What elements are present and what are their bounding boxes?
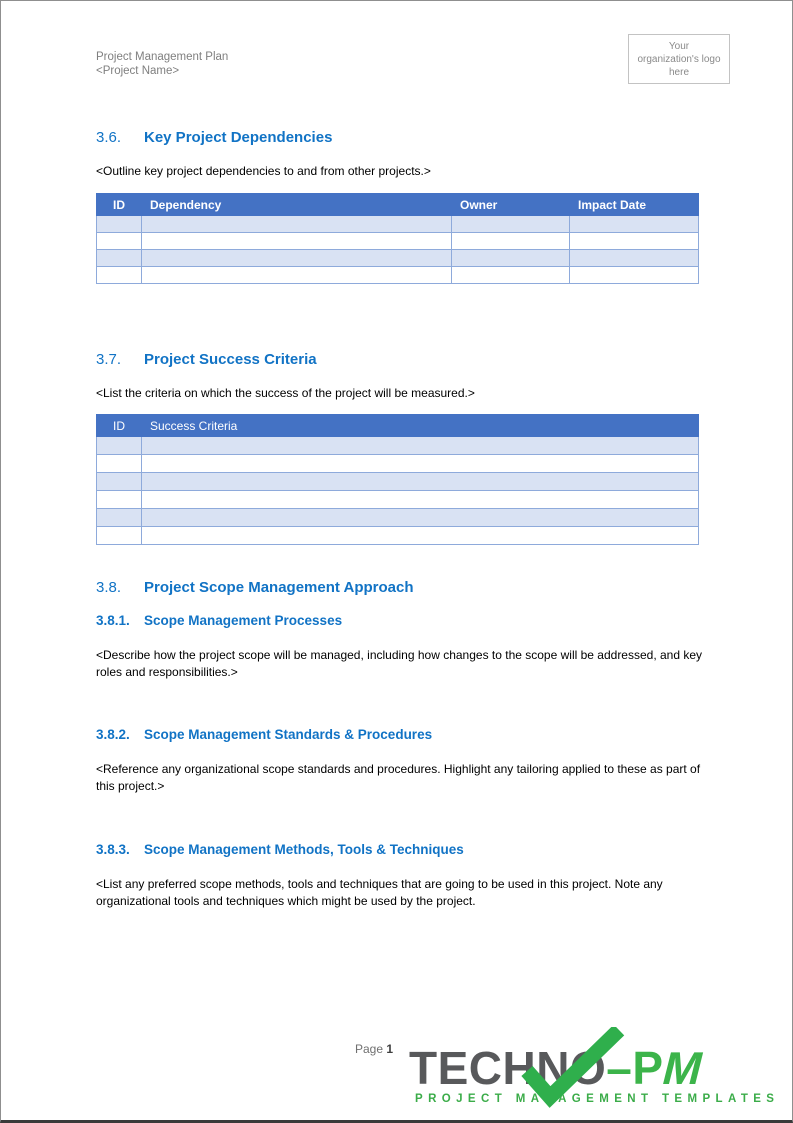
- logo-p-letter: P: [632, 1042, 664, 1094]
- table-cell[interactable]: [570, 233, 699, 250]
- col-header-dependency: Dependency: [142, 194, 452, 216]
- page-number-value: 1: [386, 1042, 394, 1056]
- success-criteria-intro-text: <List the criteria on which the success of the project will be measured.>: [96, 386, 475, 400]
- heading-title: Scope Management Processes: [144, 613, 343, 628]
- table-cell[interactable]: [142, 473, 699, 491]
- col-header-id: ID: [97, 194, 142, 216]
- org-logo-placeholder: [628, 34, 730, 84]
- table-cell[interactable]: [142, 267, 452, 284]
- heading-number: 3.8.2.: [96, 727, 130, 742]
- col-header-success-criteria: Success Criteria: [142, 415, 699, 437]
- table-cell[interactable]: [142, 233, 452, 250]
- table-row: [97, 250, 699, 267]
- logo-dash: –: [606, 1042, 633, 1094]
- col-header-owner: Owner: [452, 194, 570, 216]
- scope-processes-text: <Describe how the project scope will be managed, including how changes to the scope will be addressed, and key roles and responsibilities.>: [96, 648, 703, 679]
- heading-scope-management-standards: [96, 727, 736, 742]
- table-row: [97, 527, 699, 545]
- table-row: [97, 473, 699, 491]
- table-cell[interactable]: [142, 491, 699, 509]
- heading-title: Scope Management Methods, Tools & Techniques: [144, 842, 464, 857]
- dependencies-intro-text: <Outline key project dependencies to and from other projects.>: [96, 164, 431, 178]
- table-cell[interactable]: [97, 250, 142, 267]
- table-cell[interactable]: [97, 455, 142, 473]
- heading-project-success-criteria: [96, 351, 716, 368]
- heading-project-scope-management-approach: [96, 579, 716, 596]
- table-cell[interactable]: [97, 437, 142, 455]
- table-cell[interactable]: [142, 527, 699, 545]
- heading-number: 3.8.: [96, 579, 122, 596]
- logo-m-letter: M: [657, 1042, 709, 1094]
- table-row: [97, 455, 699, 473]
- table-cell[interactable]: [97, 527, 142, 545]
- doc-subtitle: <Project Name>: [96, 65, 180, 78]
- heading-number: 3.8.1.: [96, 613, 130, 628]
- heading-scope-management-processes: [96, 613, 736, 628]
- table-cell[interactable]: [142, 216, 452, 233]
- doc-title: Project Management Plan: [96, 51, 229, 63]
- page-label: Page: [355, 1042, 384, 1056]
- table-cell[interactable]: [142, 250, 452, 267]
- checkmark-icon: [521, 1027, 625, 1111]
- heading-scope-management-methods: [96, 842, 736, 857]
- table-cell[interactable]: [452, 216, 570, 233]
- heading-title: Key Project Dependencies: [144, 129, 333, 146]
- table-cell[interactable]: [452, 233, 570, 250]
- success-criteria-table: [96, 414, 699, 545]
- dependencies-table: [96, 193, 699, 284]
- table-cell[interactable]: [97, 233, 142, 250]
- table-header-row: [97, 194, 699, 216]
- heading-title: Project Scope Management Approach: [144, 579, 414, 596]
- table-cell[interactable]: [97, 216, 142, 233]
- heading-title: Project Success Criteria: [144, 351, 317, 368]
- logo-techno-text: TECHNO: [409, 1042, 607, 1094]
- table-row: [97, 267, 699, 284]
- techno-pm-logo: [409, 1042, 791, 1105]
- heading-number: 3.7.: [96, 351, 122, 368]
- table-row: [97, 491, 699, 509]
- table-cell[interactable]: [570, 250, 699, 267]
- table-cell[interactable]: [97, 267, 142, 284]
- col-header-id: ID: [97, 415, 142, 437]
- table-cell[interactable]: [452, 267, 570, 284]
- heading-title: Scope Management Standards & Procedures: [144, 727, 433, 742]
- heading-number: 3.6.: [96, 129, 122, 146]
- table-cell[interactable]: [570, 216, 699, 233]
- org-logo-placeholder-text: Your organization's logo here: [637, 40, 721, 78]
- document-header: [96, 50, 228, 79]
- scope-standards-text: <Reference any organizational scope standards and procedures. Highlight any tailoring applied to these as part of this project.>: [96, 762, 701, 793]
- table-cell[interactable]: [97, 491, 142, 509]
- table-cell[interactable]: [97, 509, 142, 527]
- table-cell[interactable]: [142, 509, 699, 527]
- scope-methods-text: <List any preferred scope methods, tools and techniques that are going to be used in this project. Note any organizational tools and techniques which might be used by the project.: [96, 877, 663, 908]
- table-cell[interactable]: [142, 437, 699, 455]
- page-number: [355, 1042, 393, 1056]
- table-row: [97, 437, 699, 455]
- heading-number: 3.8.3.: [96, 842, 130, 857]
- table-row: [97, 509, 699, 527]
- logo-tagline: PROJECT MANAGEMENT TEMPLATES: [415, 1093, 780, 1105]
- table-cell[interactable]: [570, 267, 699, 284]
- table-row: [97, 216, 699, 233]
- col-header-impact-date: Impact Date: [570, 194, 699, 216]
- table-header-row: [97, 415, 699, 437]
- logo-wordmark: [409, 1042, 791, 1094]
- heading-key-project-dependencies: [96, 129, 716, 146]
- table-cell[interactable]: [142, 455, 699, 473]
- table-cell[interactable]: [97, 473, 142, 491]
- table-cell[interactable]: [452, 250, 570, 267]
- table-row: [97, 233, 699, 250]
